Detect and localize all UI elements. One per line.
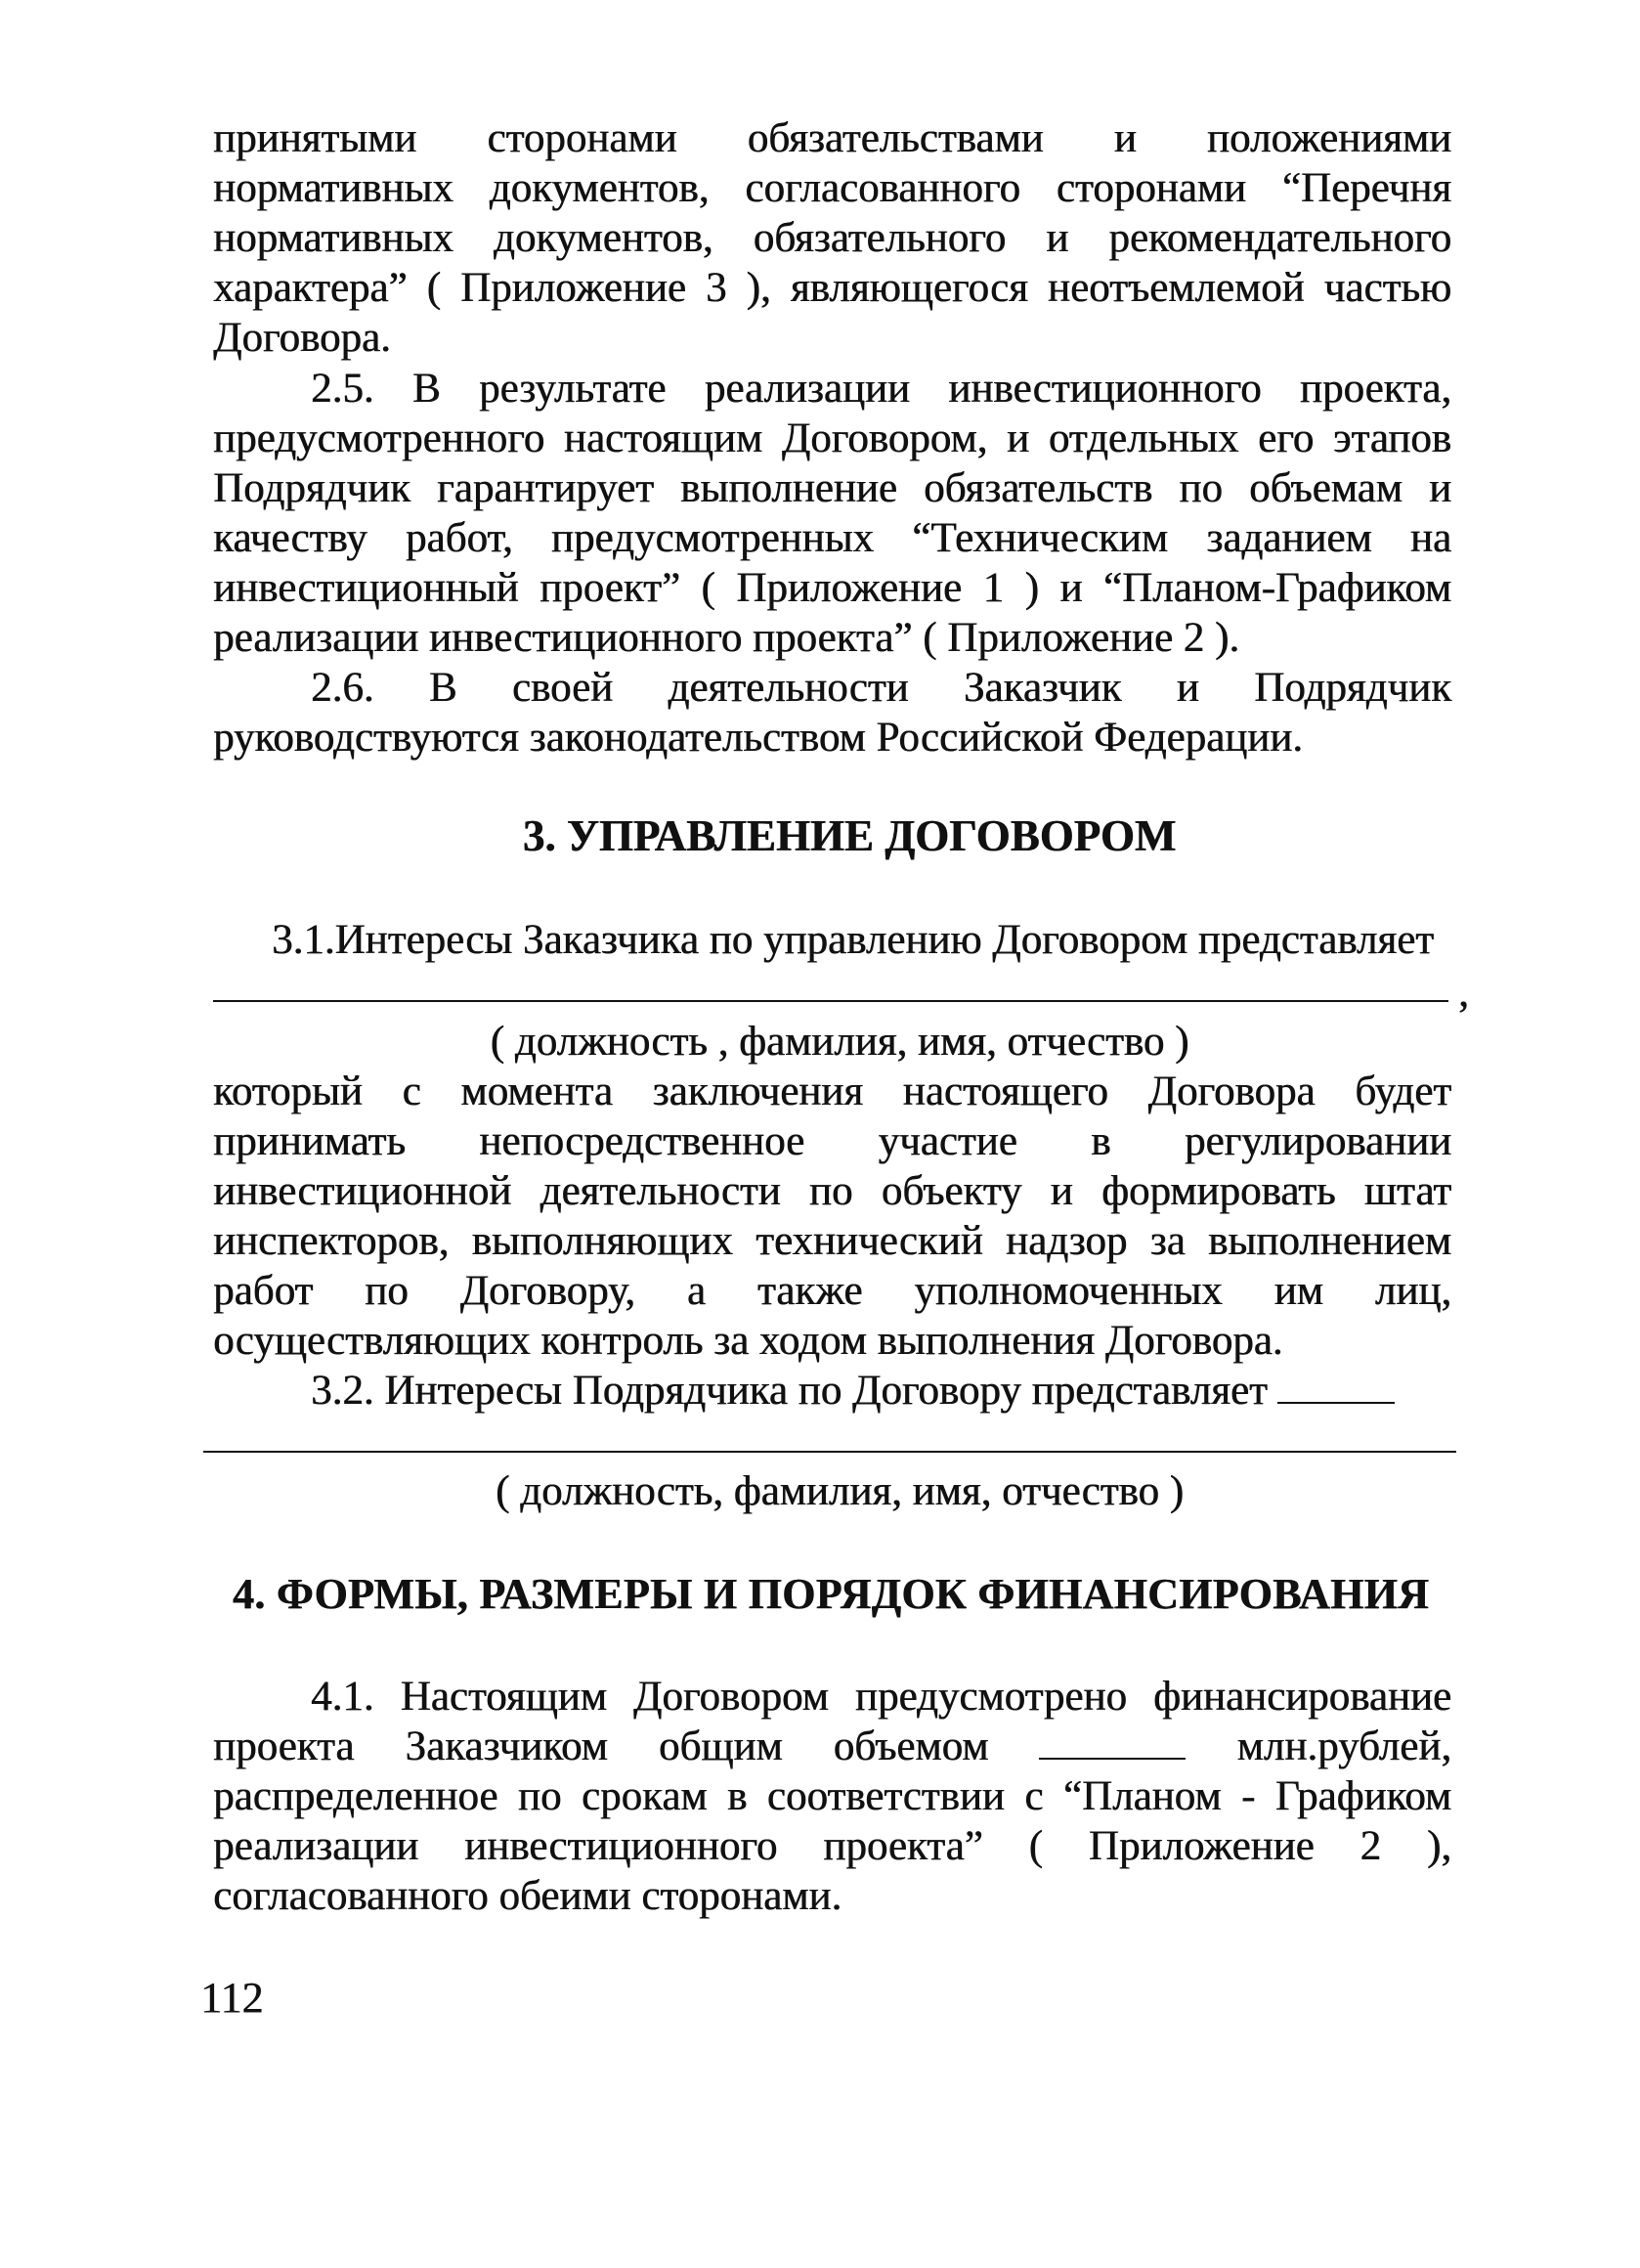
paragraph-line: предусмотренного настоящим Договором, и отдельных его этапов bbox=[213, 415, 1451, 461]
paragraph-line: Подрядчик гарантирует выполнение обязательств по объемам и bbox=[213, 465, 1451, 511]
field-caption: ( должность, фамилия, имя, отчество ) bbox=[496, 1468, 1184, 1514]
paragraph-line: распределенное по срокам в соответствии с “Планом - Графиком bbox=[213, 1773, 1451, 1819]
paragraph-line: руководствуются законодательством Российской Федерации. bbox=[213, 715, 1303, 761]
page-number: 112 bbox=[200, 1974, 264, 2022]
paragraph-line: качеству работ, предусмотренных “Техническим заданием на bbox=[213, 515, 1451, 561]
clause-2-6-first-line: 2.6. В своей деятельности Заказчик и Подрядчик bbox=[311, 665, 1451, 711]
paragraph-line: нормативных документов, согласованного сторонами “Перечня bbox=[213, 165, 1451, 211]
paragraph-line: который с момента заключения настоящего Договора будет bbox=[213, 1069, 1451, 1114]
paragraph-line: Договора. bbox=[213, 315, 391, 361]
field-caption: ( должность , фамилия, имя, отчество ) bbox=[490, 1019, 1189, 1065]
section-3-heading: 3. УПРАВЛЕНИЕ ДОГОВОРОМ bbox=[522, 811, 1177, 860]
paragraph-line: реализации инвестиционного проекта” ( Приложение 2 ). bbox=[213, 615, 1239, 661]
trailing-comma: , bbox=[1458, 970, 1469, 1016]
clause-4-1-first-line: 4.1. Настоящим Договором предусмотрено финансирование bbox=[311, 1674, 1451, 1720]
fill-in-line bbox=[213, 1000, 1448, 1002]
paragraph-line: характера” ( Приложение 3 ), являющегося неотъемлемой частью bbox=[213, 265, 1451, 311]
paragraph-line: осуществляющих контроль за ходом выполнения Договора. bbox=[213, 1318, 1283, 1364]
paragraph-line: принятыми сторонами обязательствами и положениями bbox=[213, 115, 1451, 161]
section-4-heading: 4. ФОРМЫ, РАЗМЕРЫ И ПОРЯДОК ФИНАНСИРОВАНИЯ bbox=[232, 1570, 1430, 1618]
amount-blank bbox=[1039, 1728, 1186, 1760]
paragraph-line: инспекторов, выполняющих технический надзор за выполнением bbox=[213, 1218, 1451, 1264]
paragraph-line: проекта Заказчиком общим объемом млн.рублей, bbox=[213, 1723, 1451, 1769]
paragraph-line: работ по Договору, а также уполномоченных им лиц, bbox=[213, 1268, 1451, 1314]
paragraph-line: инвестиционный проект” ( Приложение 1 ) и “Планом-Графиком bbox=[213, 565, 1451, 611]
fill-in-blank bbox=[1277, 1373, 1395, 1404]
clause-2-5-first-line: 2.5. В результате реализации инвестиционного проекта, bbox=[311, 366, 1451, 412]
paragraph-line: согласованного обеими сторонами. bbox=[213, 1873, 842, 1919]
paragraph-line: принимать непосредственное участие в регулировании bbox=[213, 1118, 1451, 1164]
clause-3-2-first-line: 3.2. Интересы Подрядчика по Договору представляет bbox=[311, 1366, 1395, 1416]
clause-3-1-first-line: 3.1.Интересы Заказчика по управлению Договором представляет bbox=[272, 917, 1434, 963]
paragraph-line: нормативных документов, обязательного и рекомендательного bbox=[213, 215, 1451, 261]
paragraph-line: инвестиционной деятельности по объекту и формировать штат bbox=[213, 1168, 1451, 1214]
paragraph-line: реализации инвестиционного проекта” ( Приложение 2 ), bbox=[213, 1823, 1451, 1869]
fill-in-line bbox=[203, 1451, 1456, 1453]
